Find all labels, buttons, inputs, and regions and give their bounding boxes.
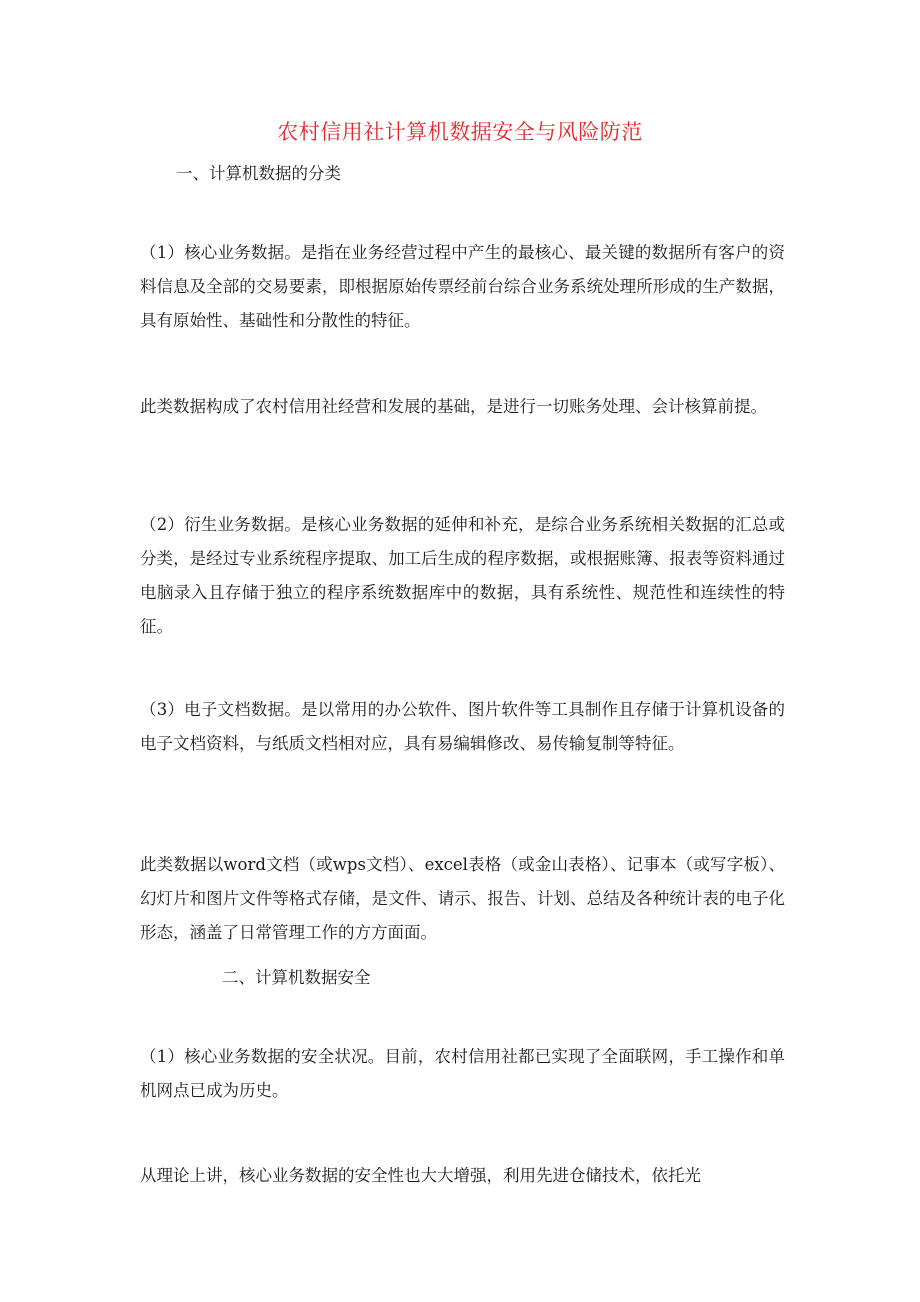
section-heading-classification: 一、计算机数据的分类 (176, 164, 341, 183)
paragraph-document-formats: 此类数据以word文档（或wps文档）、excel表格（或金山表格）、记事本（或写字板）、幻灯片和图片文件等格式存储，是文件、请示、报告、计划、总结及各种统计表的电子化形态，涵盖了日常管理工作的方方面面。 (140, 855, 785, 942)
paragraph-theory-security: 从理论上讲，核心业务数据的安全性也大大增强，利用先进仓储技术，依托光 (140, 1166, 701, 1185)
paragraph-core-data-security-status: （1）核心业务数据的安全状况。目前，农村信用社都已实现了全面联网，手工操作和单机网点已成为历史。 (140, 1047, 785, 1100)
document-title: 农村信用社计算机数据安全与风险防范 (277, 120, 643, 144)
paragraph-electronic-document-data: （3）电子文档数据。是以常用的办公软件、图片软件等工具制作且存储于计算机设备的电子文档资料，与纸质文档相对应，具有易编辑修改、易传输复制等特征。 (140, 700, 785, 753)
paragraph-core-data-foundation: 此类数据构成了农村信用社经营和发展的基础，是进行一切账务处理、会计核算前提。 (140, 397, 767, 416)
section-heading-data-security: 二、计算机数据安全 (222, 968, 371, 987)
paragraph-core-business-data: （1）核心业务数据。是指在业务经营过程中产生的最核心、最关键的数据所有客户的资料信息及全部的交易要素，即根据原始传票经前台综合业务系统处理所形成的生产数据，具有原始性、基础性和分散性的特征。 (140, 243, 785, 330)
paragraph-derived-business-data: （2）衍生业务数据。是核心业务数据的延伸和补充，是综合业务系统相关数据的汇总或分类，是经过专业系统程序提取、加工后生成的程序数据，或根据账簿、报表等资料通过电脑录入且存储于独立的程序系统数据库中的数据，具有系统性、规范性和连续性的特征。 (140, 515, 785, 636)
